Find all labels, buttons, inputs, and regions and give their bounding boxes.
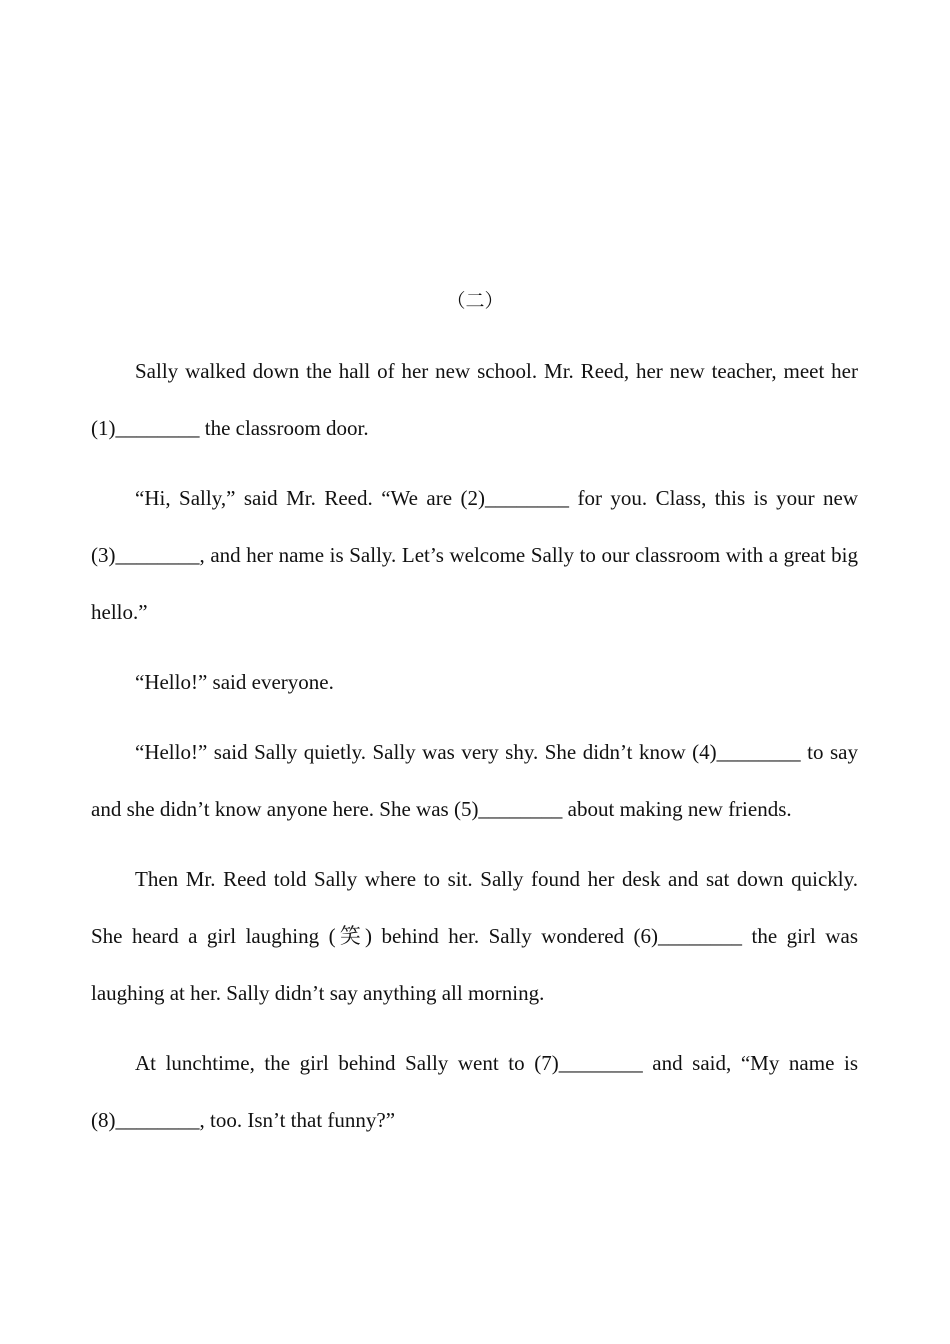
passage-paragraph-3: “Hello!” said everyone. <box>135 670 334 694</box>
passage-paragraph-1: Sally walked down the hall of her new school. Mr. Reed, her new teacher, meet her (1)________ the classroom door. <box>91 359 858 440</box>
section-heading: （二） <box>446 291 504 312</box>
passage-paragraph-2: “Hi, Sally,” said Mr. Reed. “We are (2)________ for you. Class, this is your new (3)________, and her name is Sally. Let’s welcome Sally to our classroom with a great big hello.” <box>91 486 858 624</box>
passage-paragraph-5: Then Mr. Reed told Sally where to sit. Sally found her desk and sat down quickly. She heard a girl laughing (笑) behind her. Sally wondered (6)________ the girl was laughing at her. Sally didn’t say anything all morning. <box>91 867 858 1005</box>
passage-paragraph-4: “Hello!” said Sally quietly. Sally was very shy. She didn’t know (4)________ to say and she didn’t know anyone here. She was (5)________ about making new friends. <box>91 740 858 821</box>
passage-body <box>91 343 858 1162</box>
passage-paragraph-6: At lunchtime, the girl behind Sally went to (7)________ and said, “My name is (8)________, too. Isn’t that funny?” <box>91 1051 858 1132</box>
